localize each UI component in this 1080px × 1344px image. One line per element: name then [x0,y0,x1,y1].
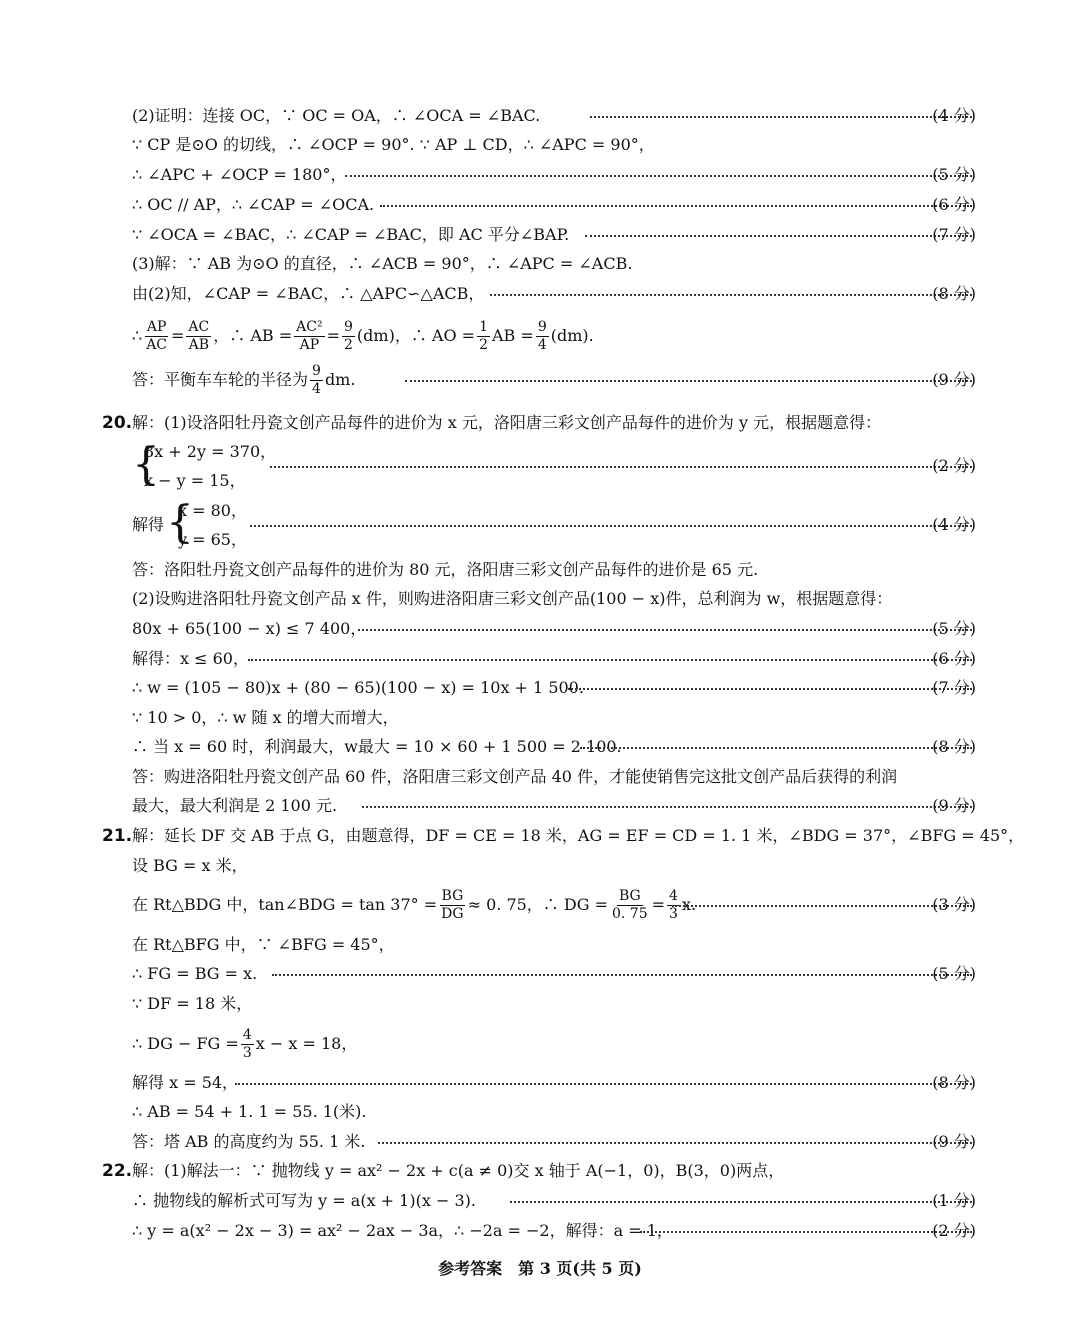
numerator: 4 [242,1026,252,1043]
answer-line [0,1186,1080,1216]
score-label: (8 分) [932,284,976,303]
answer-line [0,101,1080,131]
leader-dots [345,175,972,177]
answer-line [0,220,1080,250]
line-text: 解：(1)解法一：∵ 抛物线 y = ax² − 2x + c(a ≠ 0)交 x 轴于 A(−1，0)，B(3，0)两点， [132,1161,785,1180]
answer-line [0,584,1080,614]
answer-line [0,408,1080,438]
fraction [342,319,355,354]
score-label: (6 分) [932,649,976,668]
line-text: 设 BG = x 米， [132,856,248,875]
line-text: ∵ ∠OCA = ∠BAC，∴ ∠CAP = ∠BAC，即 AC 平分∠BAP. [132,225,570,244]
line-text: 最大，最大利润是 2 100 元. [132,796,338,815]
answer-line [0,989,1080,1019]
line-text: ∴ 当 x = 60 时，利润最大，w最大 = 10 × 60 + 1 500 = 2 100. [132,737,622,756]
numerator: BG [618,887,641,904]
line-text: 3x + 2y = 370， [144,442,277,461]
answer-line [0,279,1080,309]
line-text: ∴ $\frac{AP}{AC}$ = $\frac{AC}{AB}$ ，∴ AB = $\frac{\text{AC²}}{AP}$ = $\frac{9}{2}$ (dm)，∴ AO = $\frac{1}{2}$ AB = $\frac{9}{4}$ (dm). [132,318,594,353]
score-label: (5 分) [932,964,976,983]
denominator: 2 [479,336,488,353]
line-text: 解得 x = 54， [132,1073,239,1092]
fraction [610,888,650,923]
line-text: x − y = 15， [144,471,246,490]
line-text: x = 80， [178,501,247,520]
score-label: (6 分) [932,195,976,214]
fraction [241,1027,254,1062]
denominator: 4 [312,380,321,397]
answer-line [0,703,1080,733]
answer-line [0,1216,1080,1246]
numerator: AC² [296,318,323,335]
fraction [186,319,211,354]
numerator: AP [146,318,167,335]
answer-line [0,160,1080,190]
fraction [310,363,323,398]
answer-line [0,496,1080,526]
line-text: (2)证明：连接 OC，∵ OC = OA，∴ ∠OCA = ∠BAC. [132,106,541,125]
score-label: (4 分) [932,106,976,125]
line-text: 由(2)知，∠CAP = ∠BAC，∴ △APC∽△ACB， [132,284,485,303]
numerator: AC [188,318,210,335]
text: 在 Rt△BDG 中，tan∠BDG = tan 37° = [132,895,438,914]
fraction [536,319,549,354]
line-text: ∴ 抛物线的解析式可写为 y = a(x + 1)(x − 3). [132,1191,476,1210]
answer-line [0,673,1080,703]
leader-dots [380,205,972,207]
line-text: (2)设购进洛阳牡丹瓷文创产品 x 件，则购进洛阳唐三彩文创产品(100 − x)件，总利润为 w，根据题意得： [132,589,893,608]
denominator: 3 [242,1044,252,1061]
answer-line [0,555,1080,585]
answer-line [0,525,1080,555]
numerator: BG [441,887,464,904]
text: x. [681,895,697,914]
answer-line [0,1156,1080,1186]
answer-line [0,1068,1080,1098]
text: ∴ DG − FG = [132,1034,239,1053]
leader-dots [510,1201,972,1203]
text: AB = [492,326,534,345]
line-text: ∵ CP 是⊙O 的切线，∴ ∠OCP = 90°. ∵ AP ⊥ CD，∴ ∠APC = 90°， [132,135,655,154]
line-text: ∴ w = (105 − 80)x + (80 − 65)(100 − x) = 10x + 1 500. [132,678,584,697]
leader-dots [378,1142,972,1144]
score-label: (3 分) [932,895,976,914]
score-label: (7 分) [932,678,976,697]
line-text: 解：(1)设洛阳牡丹瓷文创产品每件的进价为 x 元，洛阳唐三彩文创产品每件的进价为 y 元，根据题意得： [132,413,882,432]
line-text: 答：购进洛阳牡丹瓷文创产品 60 件，洛阳唐三彩文创产品 40 件，才能使销售完这批文创产品后获得的利润 [132,767,898,786]
score-label: (4 分) [932,515,976,534]
text: = [651,895,666,914]
line-text: 80x + 65(100 − x) ≤ 7 400， [132,619,367,638]
line-text: ∵ 10 > 0，∴ w 随 x 的增大而增大， [132,708,399,727]
answer-line [0,451,1080,481]
answer-line [0,762,1080,792]
answer-line [0,362,1080,397]
answer-line [0,930,1080,960]
answer-line [0,959,1080,989]
text: ，∴ AB = [213,326,293,345]
denominator: AB [188,336,210,353]
text: dm. [324,370,356,389]
line-text: ∵ DF = 18 米， [132,994,253,1013]
numerator: 9 [344,318,353,335]
leader-dots [672,905,972,907]
denominator: AP [299,336,320,353]
line-text: ∴ OC // AP，∴ ∠CAP = ∠OCA. [132,195,375,214]
leader-dots [272,974,972,976]
answer-line [0,851,1080,881]
leader-dots [362,806,972,808]
page-footer: 参考答案 第 3 页(共 5 页) [438,1259,642,1278]
leader-dots [590,116,972,118]
score-label: (1 分) [932,1191,976,1210]
numerator: 1 [479,318,488,335]
leader-dots [580,747,972,749]
line-text: y = 65， [178,530,247,549]
line-text [132,887,696,923]
score-label: (9 分) [932,1132,976,1151]
numerator: 4 [669,887,678,904]
answer-line [0,1026,1080,1062]
answer-line [0,318,1080,354]
line-text: 在 Rt△BFG 中，∵ ∠BFG = 45°， [132,935,395,954]
answer-line [0,1097,1080,1127]
line-text: ∴ y = a(x² − 2x − 3) = ax² − 2ax − 3a，∴ −2a = −2，解得：a = 1， [132,1221,673,1240]
line-text: 解得：x ≤ 60， [132,649,249,668]
answer-line [0,249,1080,279]
score-label: (8 分) [932,737,976,756]
leader-dots [585,235,972,237]
leader-dots [248,659,972,661]
leader-dots [358,629,972,631]
line-text [132,362,356,397]
equation-brace: { [166,497,194,548]
question-number: 22. [102,1161,133,1181]
denominator: DG [441,905,464,922]
leader-dots [568,688,972,690]
score-label: (9 分) [932,370,976,389]
leader-dots [640,1231,972,1233]
question-number: 20. [102,413,133,433]
line-text: ∴ AB = 54 + 1. 1 = 55. 1(米). [132,1102,367,1121]
leader-dots [490,294,972,296]
denominator: 4 [537,336,547,353]
answer-line [0,821,1080,851]
answer-line [0,1127,1080,1157]
line-text: (3)解：∵ AB 为⊙O 的直径，∴ ∠ACB = 90°，∴ ∠APC = ∠ACB. [132,254,633,273]
line-text: 答：塔 AB 的高度约为 55. 1 米. [132,1132,366,1151]
equation-brace: { [132,439,160,490]
answer-line [0,130,1080,160]
question-number: 21. [102,826,133,846]
answer-line [0,190,1080,220]
leader-dots [235,1083,972,1085]
answer-line [0,644,1080,674]
answer-line [0,614,1080,644]
answer-line [0,887,1080,923]
line-text: ∴ FG = BG = x. [132,964,258,983]
score-label: (9 分) [932,796,976,815]
answer-line [0,732,1080,762]
numerator: 9 [537,318,547,335]
score-label: (5 分) [932,619,976,638]
line-text: 解：延长 DF 交 AB 于点 G，由题意得，DF = CE = 18 米，AG = EF = CD = 1. 1 米，∠BDG = 37°，∠BFG = 45°， [132,826,1025,845]
fraction [144,319,169,354]
line-text: 答：洛阳牡丹瓷文创产品每件的进价为 80 元，洛阳唐三彩文创产品每件的进价是 65 元. [132,560,759,579]
denominator: AC [146,336,168,353]
text: ≈ 0. 75，∴ DG = [467,895,608,914]
line-text: 解得 [132,515,165,534]
text: (dm)，∴ AO = [356,326,476,345]
text: x − x = 18， [255,1034,358,1053]
score-label: (7 分) [932,225,976,244]
text: 答：平衡车车轮的半径为 [132,370,309,389]
fraction [294,319,324,354]
leader-dots [270,466,972,468]
score-label: (2 分) [932,1221,976,1240]
numerator: 9 [312,362,321,379]
text: (dm). [550,326,594,345]
line-text: ∴ ∠APC + ∠OCP = 180°， [132,165,347,184]
score-label: (5 分) [932,165,976,184]
leader-dots [405,380,972,382]
score-label: (8 分) [932,1073,976,1092]
text: ∴ [132,326,143,345]
denominator: 2 [344,336,353,353]
line-text [132,1026,357,1062]
fraction [477,319,490,354]
answer-line [0,791,1080,821]
denominator: 3 [669,905,678,922]
fraction [439,888,465,923]
denominator: 0. 75 [612,905,648,922]
score-label: (2 分) [932,456,976,475]
